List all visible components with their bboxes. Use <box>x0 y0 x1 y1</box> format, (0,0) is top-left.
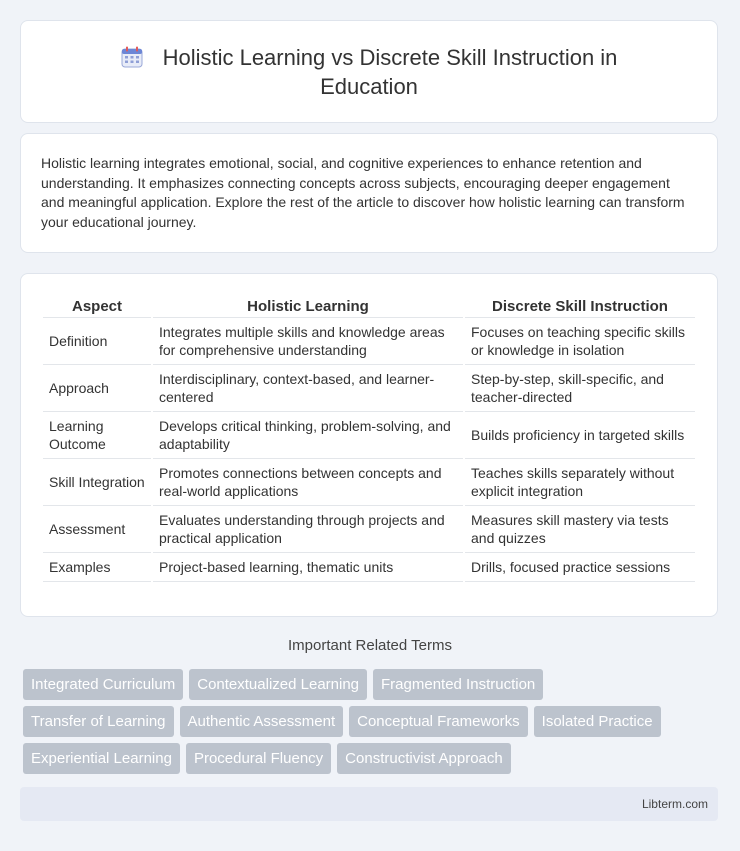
page-title-wrap <box>89 43 649 101</box>
related-terms-title: Important Related Terms <box>288 637 452 654</box>
table-row <box>43 318 695 365</box>
cell-discrete: Measures skill mastery via tests and quizzes <box>465 506 695 553</box>
table-row <box>43 459 695 506</box>
cell-discrete: Teaches skills separately without explicit integration <box>465 459 695 506</box>
intro-card <box>20 133 718 253</box>
tag-contextualized-learning[interactable]: Contextualized Learning <box>189 669 367 700</box>
table-row <box>43 412 695 459</box>
tag-row <box>23 706 723 737</box>
cell-discrete: Builds proficiency in targeted skills <box>465 412 695 459</box>
tag-experiential-learning[interactable]: Experiential Learning <box>23 743 180 774</box>
cell-aspect: Definition <box>43 318 151 365</box>
page-title: Holistic Learning vs Discrete Skill Instruction in Education <box>162 44 618 99</box>
related-terms-list <box>23 669 723 780</box>
column-header-aspect: Aspect <box>43 294 151 318</box>
tag-transfer-of-learning[interactable]: Transfer of Learning <box>23 706 174 737</box>
cell-holistic: Project-based learning, thematic units <box>153 553 463 582</box>
cell-aspect: Assessment <box>43 506 151 553</box>
table-row <box>43 506 695 553</box>
footer-site-link[interactable]: Libterm.com <box>641 797 708 811</box>
footer <box>20 787 718 821</box>
cell-aspect: Examples <box>43 553 151 582</box>
table-row <box>43 365 695 412</box>
cell-aspect: Learning Outcome <box>43 412 151 459</box>
calendar-icon <box>121 46 143 68</box>
tag-conceptual-frameworks[interactable]: Conceptual Frameworks <box>349 706 528 737</box>
tag-row <box>23 743 723 774</box>
tag-integrated-curriculum[interactable]: Integrated Curriculum <box>23 669 183 700</box>
cell-discrete: Focuses on teaching specific skills or knowledge in isolation <box>465 318 695 365</box>
table-header-row <box>43 294 695 318</box>
comparison-table <box>41 294 697 582</box>
tag-fragmented-instruction[interactable]: Fragmented Instruction <box>373 669 543 700</box>
cell-holistic: Develops critical thinking, problem-solving, and adaptability <box>153 412 463 459</box>
tag-isolated-practice[interactable]: Isolated Practice <box>534 706 661 737</box>
cell-holistic: Promotes connections between concepts and real-world applications <box>153 459 463 506</box>
column-header-discrete: Discrete Skill Instruction <box>465 294 695 318</box>
tag-procedural-fluency[interactable]: Procedural Fluency <box>186 743 331 774</box>
cell-holistic: Integrates multiple skills and knowledge areas for comprehensive understanding <box>153 318 463 365</box>
tag-authentic-assessment[interactable]: Authentic Assessment <box>180 706 344 737</box>
cell-aspect: Skill Integration <box>43 459 151 506</box>
comparison-table-card <box>20 273 718 617</box>
tag-constructivist-approach[interactable]: Constructivist Approach <box>337 743 511 774</box>
cell-aspect: Approach <box>43 365 151 412</box>
intro-text: Holistic learning integrates emotional, social, and cognitive experiences to enhance retention and understanding. It emphasizes connecting concepts across subjects, encouraging deeper engagement and meaningful application. Explore the rest of the article to discover how holistic learning can transform your educational journey. <box>41 155 685 230</box>
cell-discrete: Drills, focused practice sessions <box>465 553 695 582</box>
cell-discrete: Step-by-step, skill-specific, and teacher-directed <box>465 365 695 412</box>
cell-holistic: Evaluates understanding through projects and practical application <box>153 506 463 553</box>
column-header-holistic: Holistic Learning <box>153 294 463 318</box>
table-row <box>43 553 695 582</box>
cell-holistic: Interdisciplinary, context-based, and learner-centered <box>153 365 463 412</box>
tag-row <box>23 669 723 700</box>
header-card <box>20 20 718 123</box>
